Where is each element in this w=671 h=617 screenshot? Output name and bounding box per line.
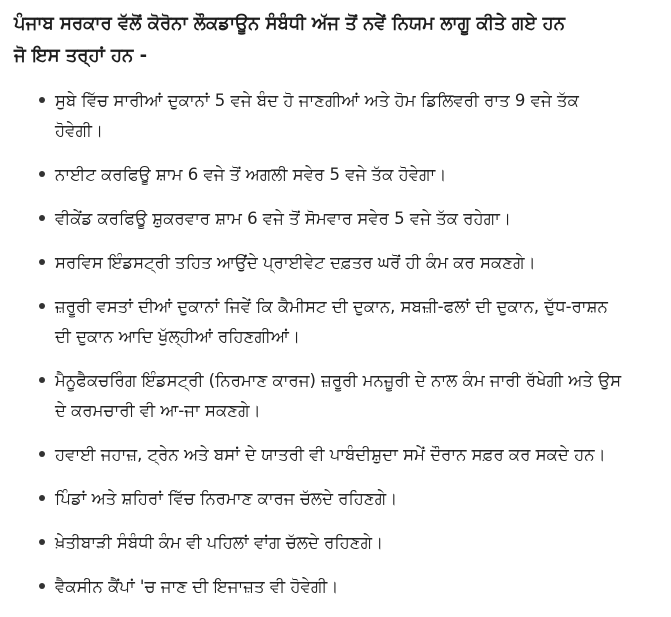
heading-line-1: ਪੰਜਾਬ ਸਰਕਾਰ ਵੱਲੋਂ ਕੋਰੋਨਾ ਲੌਕਡਾਊਨ ਸੰਬੰਧੀ ਅੱਜ ਤੋਂ ਨਵੇਂ ਨਿਯਮ ਲਾਗੂ ਕੀਤੇ ਗਏ ਹਨ <box>14 13 565 34</box>
article-heading <box>14 8 665 72</box>
bullet-icon <box>39 171 45 177</box>
list-item <box>39 86 665 146</box>
bullet-icon <box>39 97 45 103</box>
list-item-text-line-1: ਸੁਬੇ ਵਿੱਚ ਸਾਰੀਆਂ ਦੁਕਾਨਾਂ 5 ਵਜੇ ਬੰਦ ਹੋ ਜਾਣਗੀਆਂ ਅਤੇ ਹੋਮ ਡਿਲਿਵਰੀ ਰਾਤ 9 ਵਜੇ ਤੱਕ <box>55 91 579 110</box>
list-item-text: ਵੀਕੇਂਡ ਕਰਫਿਊ ਸ਼ੁਕਰਵਾਰ ਸ਼ਾਮ 6 ਵਜੇ ਤੋਂ ਸੋਮਵਾਰ ਸਵੇਰ 5 ਵਜੇ ਤੱਕ ਰਹੇਗਾ। <box>55 209 511 228</box>
list-item-text: ਵੈਕਸੀਨ ਕੈਂਪਾਂ 'ਚ ਜਾਣ ਦੀ ਇਜਾਜ਼ਤ ਵੀ ਹੋਵੇਗੀ। <box>55 577 339 596</box>
heading-line-2: ਜੋ ਇਸ ਤਰ੍ਹਾਂ ਹਨ - <box>14 45 148 66</box>
list-item <box>39 572 665 602</box>
list-item <box>39 248 665 278</box>
list-item-text-line-1: ਜ਼ਰੂਰੀ ਵਸਤਾਂ ਦੀਆਂ ਦੁਕਾਨਾਂ ਜਿਵੇਂ ਕਿ ਕੈਮੀਸਟ ਦੀ ਦੁਕਾਨ, ਸਬਜ਼ੀ-ਫਲਾਂ ਦੀ ਦੁਕਾਨ, ਦੁੱਧ-ਰਾਸ਼ਨ <box>55 297 608 316</box>
list-item-text: ਨਾਈਟ ਕਰਫਿਊ ਸ਼ਾਮ 6 ਵਜੇ ਤੋਂ ਅਗਲੀ ਸਵੇਰ 5 ਵਜੇ ਤੱਕ ਹੋਵੇਗਾ। <box>55 165 447 184</box>
list-item <box>39 484 665 514</box>
list-item-text: ਸਰਵਿਸ ਇੰਡਸਟ੍ਰੀ ਤਹਿਤ ਆਉਂਦੇ ਪ੍ਰਾਈਵੇਟ ਦਫ਼ਤਰ ਘਰੋਂ ਹੀ ਕੰਮ ਕਰ ਸਕਣਗੇ। <box>55 253 536 272</box>
rules-list <box>14 86 665 602</box>
list-item <box>39 440 665 470</box>
list-item-text-line-1: ਮੈਨੂਫੈਕਚਰਿੰਗ ਇੰਡਸਟ੍ਰੀ (ਨਿਰਮਾਣ ਕਾਰਜ) ਜ਼ਰੂਰੀ ਮਨਜ਼ੂਰੀ ਦੇ ਨਾਲ ਕੰਮ ਜਾਰੀ ਰੱਖੇਗੀ ਅਤੇ ਉਸ <box>55 371 622 390</box>
list-item <box>39 204 665 234</box>
list-item-text: ਪਿੰਡਾਂ ਅਤੇ ਸ਼ਹਿਰਾਂ ਵਿੱਚ ਨਿਰਮਾਣ ਕਾਰਜ ਚੱਲਦੇ ਰਹਿਣਗੇ। <box>55 489 398 508</box>
bullet-icon <box>39 495 45 501</box>
list-item <box>39 160 665 190</box>
list-item <box>39 366 665 426</box>
bullet-icon <box>39 451 45 457</box>
list-item-text-line-2: ਦੀ ਦੁਕਾਨ ਆਦਿ ਖੁੱਲ੍ਹੀਆਂ ਰਹਿਣਗੀਆਂ। <box>55 327 300 346</box>
bullet-icon <box>39 259 45 265</box>
list-item <box>39 292 665 352</box>
bullet-icon <box>39 215 45 221</box>
bullet-icon <box>39 377 45 383</box>
list-item-text-line-2: ਦੇ ਕਰਮਚਾਰੀ ਵੀ ਆ-ਜਾ ਸਕਣਗੇ। <box>55 401 261 420</box>
bullet-icon <box>39 539 45 545</box>
list-item-text: ਹਵਾਈ ਜਹਾਜ਼, ਟ੍ਰੇਨ ਅਤੇ ਬਸਾਂ ਦੇ ਯਾਤਰੀ ਵੀ ਪਾਬੰਦੀਸ਼ੁਦਾ ਸਮੇਂ ਦੌਰਾਨ ਸਫ਼ਰ ਕਰ ਸਕਦੇ ਹਨ। <box>55 445 606 464</box>
bullet-icon <box>39 303 45 309</box>
list-item-text-line-2: ਹੋਵੇਗੀ। <box>55 121 104 140</box>
bullet-icon <box>39 583 45 589</box>
list-item-text: ਖ਼ੇਤੀਬਾੜੀ ਸੰਬੰਧੀ ਕੰਮ ਵੀ ਪਹਿਲਾਂ ਵਾਂਗ ਚੱਲਦੇ ਰਹਿਣਗੇ। <box>55 533 384 552</box>
list-item <box>39 528 665 558</box>
